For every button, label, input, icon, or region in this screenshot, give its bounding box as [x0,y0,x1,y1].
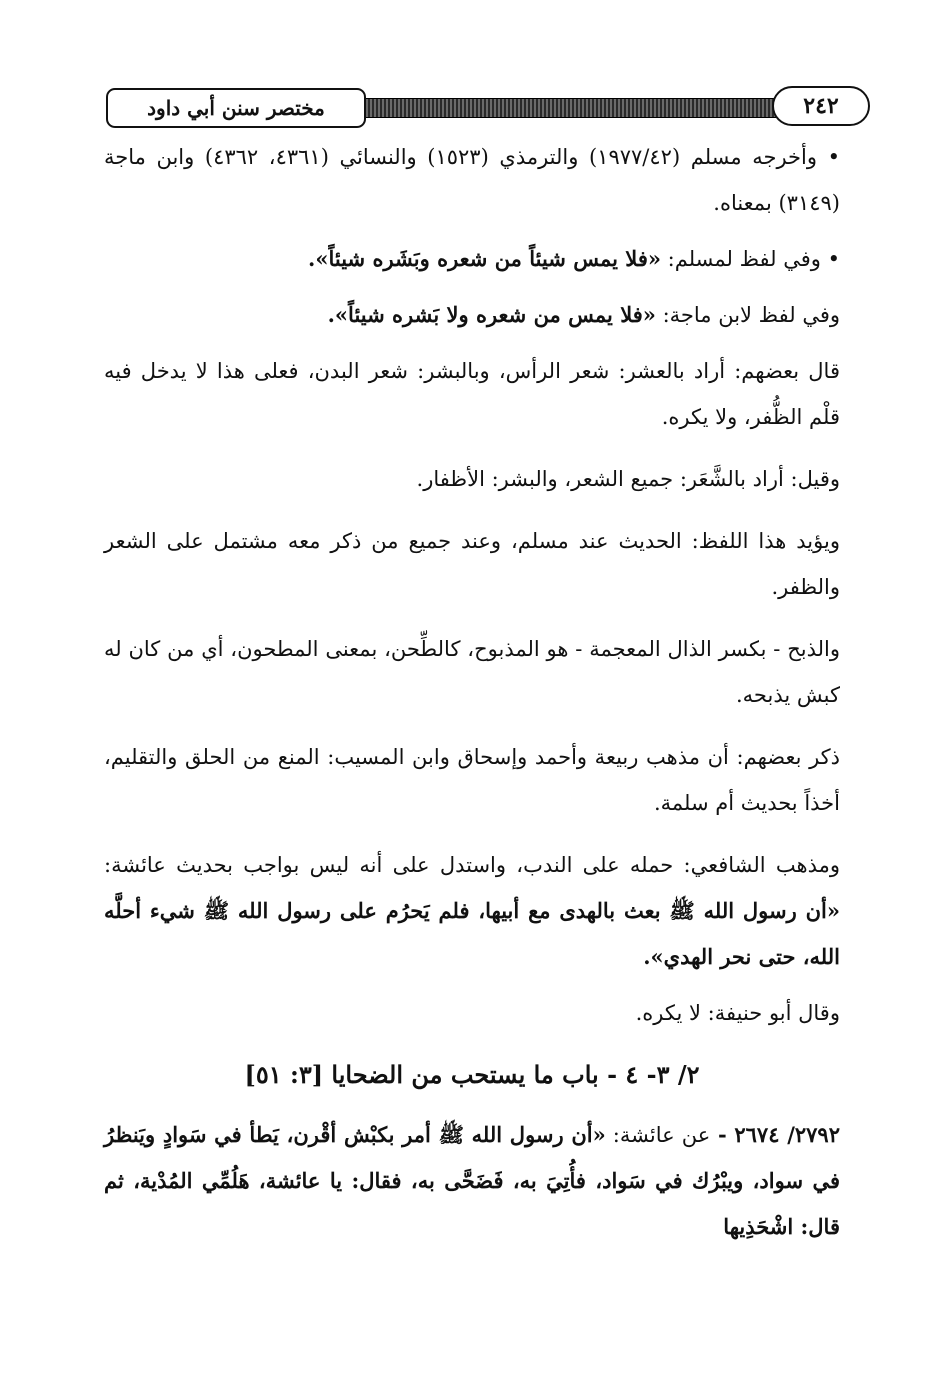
ibn-majah-wording-prefix: وفي لفظ لابن ماجة: [655,303,840,327]
page-number: ٢٤٢ [772,86,870,126]
muslim-wording-quote: «فلا يمس شيئاً من شعره وبَشَره شيئاً». [308,246,661,271]
ibn-majah-wording-quote: «فلا يمس من شعره ولا بَشره شيئاً». [327,302,656,327]
paragraph-shafii [104,842,840,980]
paragraph-madhhab-opinions: ذكر بعضهم: أن مذهب ربيعة وأحمد وإسحاق وابن المسيب: المنع من الحلق والتقليم، أخذاً بحديث أم سلمة. [104,745,840,815]
hadith-text: «أن رسول الله ﷺ أمر بكبْش أقْرن، يَطأ في سَوادٍ ويَنظرُ في سواد، ويبْرُك في سَواد، فأُتِيَ به، فَضَحَّى به، فقال: يا عائشة، هَلُمِّي المُدْية، ثم قال: اشْحَذِيها [104,1122,840,1239]
page-body [104,134,840,1266]
header-decorative-band [350,98,844,118]
paragraph-support: ويؤيد هذا اللفظ: الحديث عند مسلم، وعند جميع من ذكر معه مشتمل على الشعر والظفر. [104,529,840,599]
aisha-hadith-quote: «أن رسول الله ﷺ بعث بالهدى مع أبيها، فلم يَحرُم على رسول الله ﷺ شيء أحلَّه الله، حتى نحر الهدي». [104,898,840,969]
paragraph-ibn-majah-wording [104,292,840,338]
paragraph-abu-hanifa: وقال أبو حنيفة: لا يكره. [635,1001,840,1025]
muslim-wording-prefix: • وفي لفظ لمسلم: [660,247,840,271]
book-title: مختصر سنن أبي داود [106,88,366,128]
paragraph-muslim-wording [104,236,840,282]
paragraph-alternative-view: وقيل: أراد بالشَّعَر: جميع الشعر، والبشر: الأظفار. [416,467,840,491]
hadith-number: ٢٧٩٢/ ٢٦٧٤ - [710,1122,840,1147]
paragraph-interpretation: قال بعضهم: أراد بالعشر: شعر الرأس، وبالبشر: شعر البدن، فعلى هذا لا يدخل فيه قلْم الظُّفر، ولا يكره. [104,359,840,429]
hadith-narrator: عن عائشة: [605,1123,711,1147]
paragraph-takhrij: • وأخرجه مسلم (١٩٧٧/٤٢) والترمذي (١٥٢٣) والنسائي (٤٣٦١، ٤٣٦٢) وابن ماجة (٣١٤٩) بمعناه. [104,145,840,215]
section-heading: ٢/ ٣- ٤ - باب ما يستحب من الضحايا [٣: ٥١] [244,1060,700,1089]
paragraph-dhibh-definition: والذبح - بكسر الذال المعجمة - هو المذبوح، كالطِّحن، بمعنى المطحون، أي من كان له كبش يذبحه. [104,637,840,707]
page-header [100,86,874,130]
hadith-entry [104,1112,840,1250]
shafii-text: ومذهب الشافعي: حمله على الندب، واستدل على أنه ليس بواجب بحديث عائشة: [104,853,840,877]
